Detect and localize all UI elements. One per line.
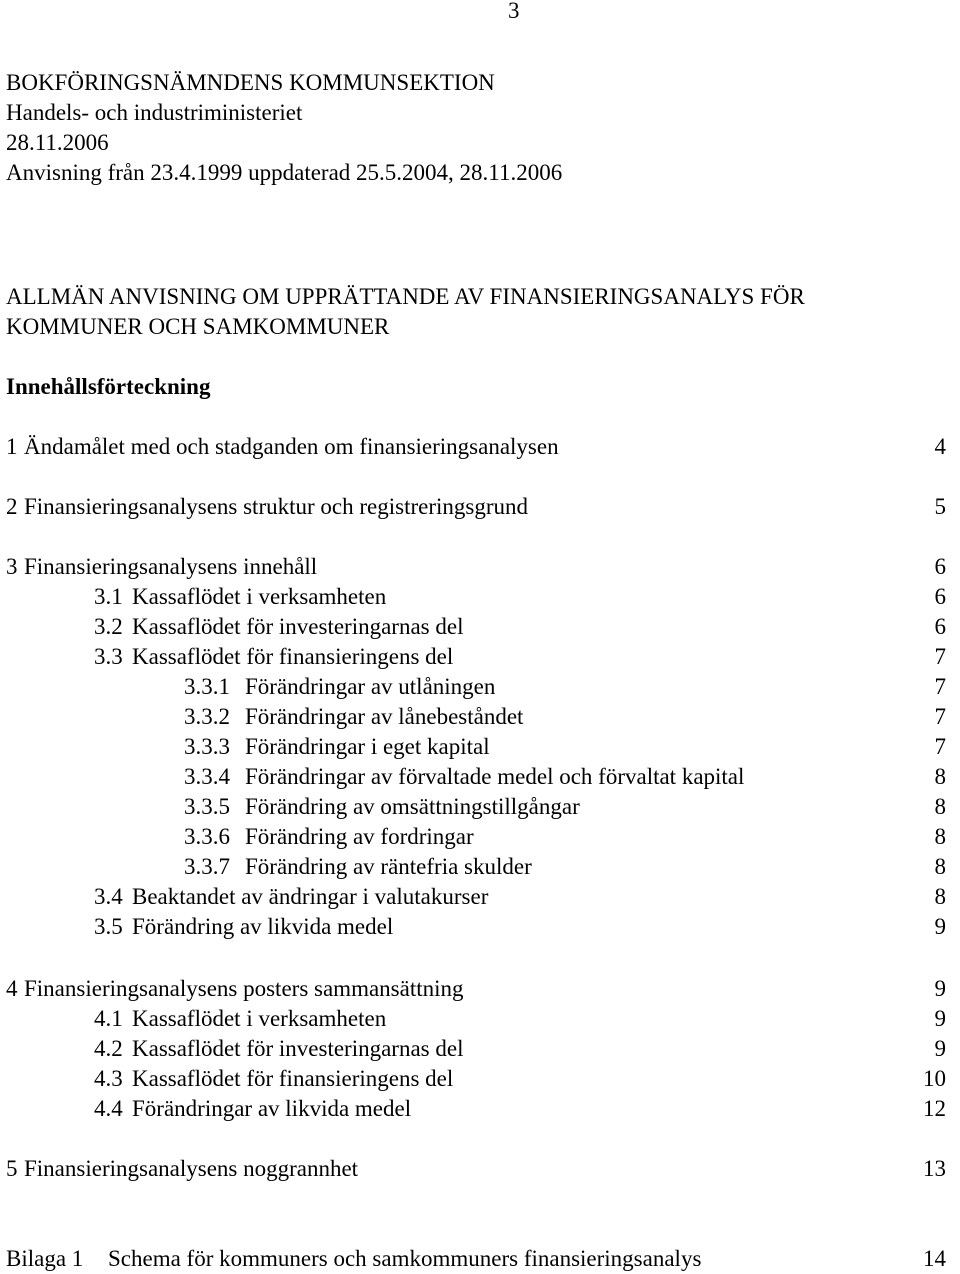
toc-entry-page: 14 [923, 1246, 946, 1271]
toc-entry-number: Bilaga 1 [6, 1246, 84, 1271]
document-header [6, 68, 562, 188]
toc-entry[interactable] [0, 1004, 960, 1034]
toc-entry-number: 3.5 [94, 914, 123, 939]
toc-entry-page: 8 [934, 854, 946, 879]
toc-entry[interactable] [0, 852, 960, 882]
toc-entry-title: Kassaflödet för finansieringens del [132, 644, 454, 669]
toc-entry-title: Förändring av likvida medel [132, 914, 394, 939]
toc-entry-page: 7 [934, 674, 946, 699]
toc-entry-title: Förändringar av förvaltade medel och förvaltat kapital [245, 764, 745, 789]
toc-entry-number: 3.3 [94, 644, 123, 669]
toc-entry-page: 12 [923, 1096, 946, 1121]
toc-entry[interactable] [0, 912, 960, 942]
toc-entry-number: 1 [6, 434, 18, 459]
toc-entry-page: 6 [934, 614, 946, 639]
header-ministry: Handels- och industriministeriet [6, 100, 303, 125]
toc-entry-number: 4.1 [94, 1006, 123, 1031]
toc-entry-number: 3.4 [94, 884, 123, 909]
toc-entry-title: Förändringar av lånebeståndet [245, 704, 524, 729]
toc-entry-title: Kassaflödet för finansieringens del [132, 1066, 454, 1091]
toc-entry-page: 7 [934, 734, 946, 759]
toc-entry[interactable] [0, 582, 960, 612]
toc-entry-page: 13 [923, 1156, 946, 1181]
toc-entry-page: 7 [934, 704, 946, 729]
toc-entry-number: 3.1 [94, 584, 123, 609]
toc-entry[interactable] [0, 732, 960, 762]
toc-entry-number: 5 [6, 1156, 18, 1181]
toc-entry-title: Finansieringsanalysens posters sammansättning [24, 976, 464, 1001]
toc-entry[interactable] [0, 432, 960, 462]
toc-entry-title: Kassaflödet för investeringarnas del [132, 1036, 464, 1061]
page-number: 3 [508, 0, 520, 23]
toc-entry-page: 8 [934, 764, 946, 789]
toc-entry[interactable] [0, 492, 960, 522]
title-line-1: ALLMÄN ANVISNING OM UPPRÄTTANDE AV FINANSIERINGSANALYS FÖR [6, 284, 805, 309]
toc-entry-number: 3.3.3 [184, 734, 230, 759]
toc-entry-number: 2 [6, 494, 18, 519]
toc-entry-page: 8 [934, 884, 946, 909]
toc-entry[interactable] [0, 1094, 960, 1124]
toc-entry-number: 3.3.2 [184, 704, 230, 729]
toc-entry-title: Finansieringsanalysens innehåll [24, 554, 318, 579]
toc-entry-title: Förändringar i eget kapital [245, 734, 490, 759]
title-line-2: KOMMUNER OCH SAMKOMMUNER [6, 314, 390, 339]
toc-entry-page: 5 [934, 494, 946, 519]
toc-entry[interactable] [0, 672, 960, 702]
toc-entry[interactable] [0, 1064, 960, 1094]
toc-entry-page: 9 [934, 976, 946, 1001]
toc-entry-page: 7 [934, 644, 946, 669]
toc-entry[interactable] [0, 1154, 960, 1184]
toc-entry-title: Beaktandet av ändringar i valutakurser [132, 884, 489, 909]
toc-entry-page: 8 [934, 794, 946, 819]
toc-entry-title: Finansieringsanalysens noggrannhet [24, 1156, 359, 1181]
toc-entry-title: Schema för kommuners och samkommuners finansieringsanalys [108, 1246, 702, 1271]
toc-entry[interactable] [0, 822, 960, 852]
toc-entry[interactable] [0, 882, 960, 912]
toc-entry[interactable] [0, 702, 960, 732]
toc-entry[interactable] [0, 792, 960, 822]
toc-entry-number: 3 [6, 554, 18, 579]
document-title [6, 282, 805, 342]
toc-entry-page: 9 [934, 914, 946, 939]
toc-entry[interactable] [0, 612, 960, 642]
toc-entry[interactable] [0, 552, 960, 582]
toc-entry[interactable] [0, 762, 960, 792]
toc-entry-title: Förändring av räntefria skulder [245, 854, 532, 879]
toc-entry-number: 4.3 [94, 1066, 123, 1091]
toc-entry[interactable] [0, 974, 960, 1004]
toc-entry-page: 9 [934, 1006, 946, 1031]
header-date: 28.11.2006 [6, 130, 109, 155]
toc-entry-title: Finansieringsanalysens struktur och registreringsgrund [24, 494, 528, 519]
toc-entry-number: 3.3.1 [184, 674, 230, 699]
toc-entry-number: 4 [6, 976, 18, 1001]
toc-entry-title: Kassaflödet för investeringarnas del [132, 614, 464, 639]
toc-entry[interactable] [0, 1034, 960, 1064]
toc-entry-number: 3.2 [94, 614, 123, 639]
toc-entry-number: 3.3.4 [184, 764, 230, 789]
toc-entry-title: Kassaflödet i verksamheten [132, 584, 387, 609]
toc-entry-title: Ändamålet med och stadganden om finansieringsanalysen [24, 434, 559, 459]
toc-entry-number: 4.2 [94, 1036, 123, 1061]
toc-entry-appendix[interactable] [0, 1244, 960, 1274]
header-organization: BOKFÖRINGSNÄMNDENS KOMMUNSEKTION [6, 70, 495, 95]
toc-entry-title: Kassaflödet i verksamheten [132, 1006, 387, 1031]
toc-entry-title: Förändring av fordringar [245, 824, 474, 849]
toc-entry-number: 3.3.6 [184, 824, 230, 849]
toc-entry-number: 3.3.7 [184, 854, 230, 879]
toc-entry-page: 10 [923, 1066, 946, 1091]
toc-heading: Innehållsförteckning [6, 374, 211, 399]
toc-entry-page: 9 [934, 1036, 946, 1061]
toc-entry-page: 4 [934, 434, 946, 459]
header-revision-note: Anvisning från 23.4.1999 uppdaterad 25.5.2004, 28.11.2006 [6, 160, 563, 185]
toc-entry-title: Förändringar av utlåningen [245, 674, 496, 699]
toc-entry[interactable] [0, 642, 960, 672]
toc-entry-title: Förändring av omsättningstillgångar [245, 794, 580, 819]
toc-entry-title: Förändringar av likvida medel [132, 1096, 412, 1121]
toc-entry-page: 6 [934, 554, 946, 579]
toc-entry-number: 4.4 [94, 1096, 123, 1121]
toc-entry-page: 8 [934, 824, 946, 849]
toc-entry-number: 3.3.5 [184, 794, 230, 819]
toc-entry-page: 6 [934, 584, 946, 609]
